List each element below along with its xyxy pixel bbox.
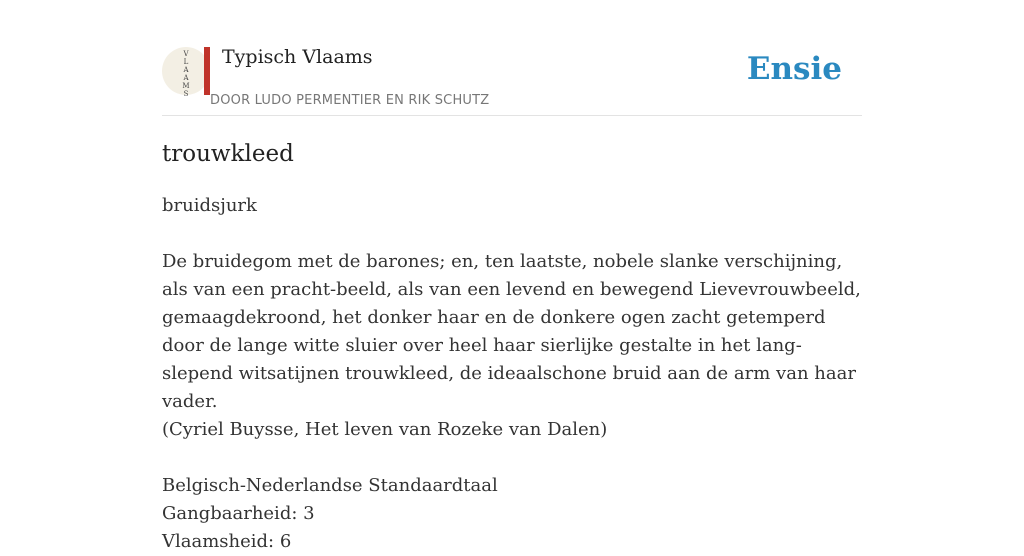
entry-source: (Cyriel Buysse, Het leven van Rozeke van Dalen) xyxy=(162,419,608,440)
ensie-logo-link[interactable]: Ensie xyxy=(746,51,842,87)
entry-flemishness: Vlaamsheid: 6 xyxy=(162,531,292,552)
book-cover-icon xyxy=(180,50,192,98)
page-header xyxy=(162,40,862,116)
entry-frequency: Gangbaarheid: 3 xyxy=(162,503,315,524)
entry-quote: De bruidegom met de barones; en, ten laatste, nobele slanke verschijning, als van een pracht-beeld, als van een levend en bewegend Lievevrouwbeeld, gemaagdekroond, het donker haar en de donkere ogen zacht getemperd door de lange witte sluier over heel haar sierlijke gestalte in het lang-slepend witsatijnen trouwkleed, de ideaalschone bruid aan de arm van haar vader. xyxy=(162,251,861,412)
blog-authors: DOOR LUDO PERMENTIER EN RIK SCHUTZ xyxy=(210,93,490,108)
paragraph-spacer xyxy=(162,444,862,472)
entry-content xyxy=(162,138,862,556)
avatar-letter: L xyxy=(183,58,189,66)
blog-avatar[interactable] xyxy=(162,47,210,98)
paragraph-spacer xyxy=(162,220,862,248)
entry-title: trouwkleed xyxy=(162,141,294,167)
avatar-accent-stripe xyxy=(204,47,210,95)
avatar-letter: A xyxy=(183,74,189,82)
avatar-letter: V xyxy=(183,50,189,58)
entry-category: Belgisch-Nederlandse Standaardtaal xyxy=(162,475,498,496)
entry-synonym: bruidsjurk xyxy=(162,195,257,216)
avatar-letter: M xyxy=(182,82,190,90)
blog-title[interactable]: Typisch Vlaams xyxy=(222,46,373,68)
avatar-letter: S xyxy=(183,90,189,98)
avatar-letter: A xyxy=(183,66,189,74)
entry-body xyxy=(162,192,862,556)
